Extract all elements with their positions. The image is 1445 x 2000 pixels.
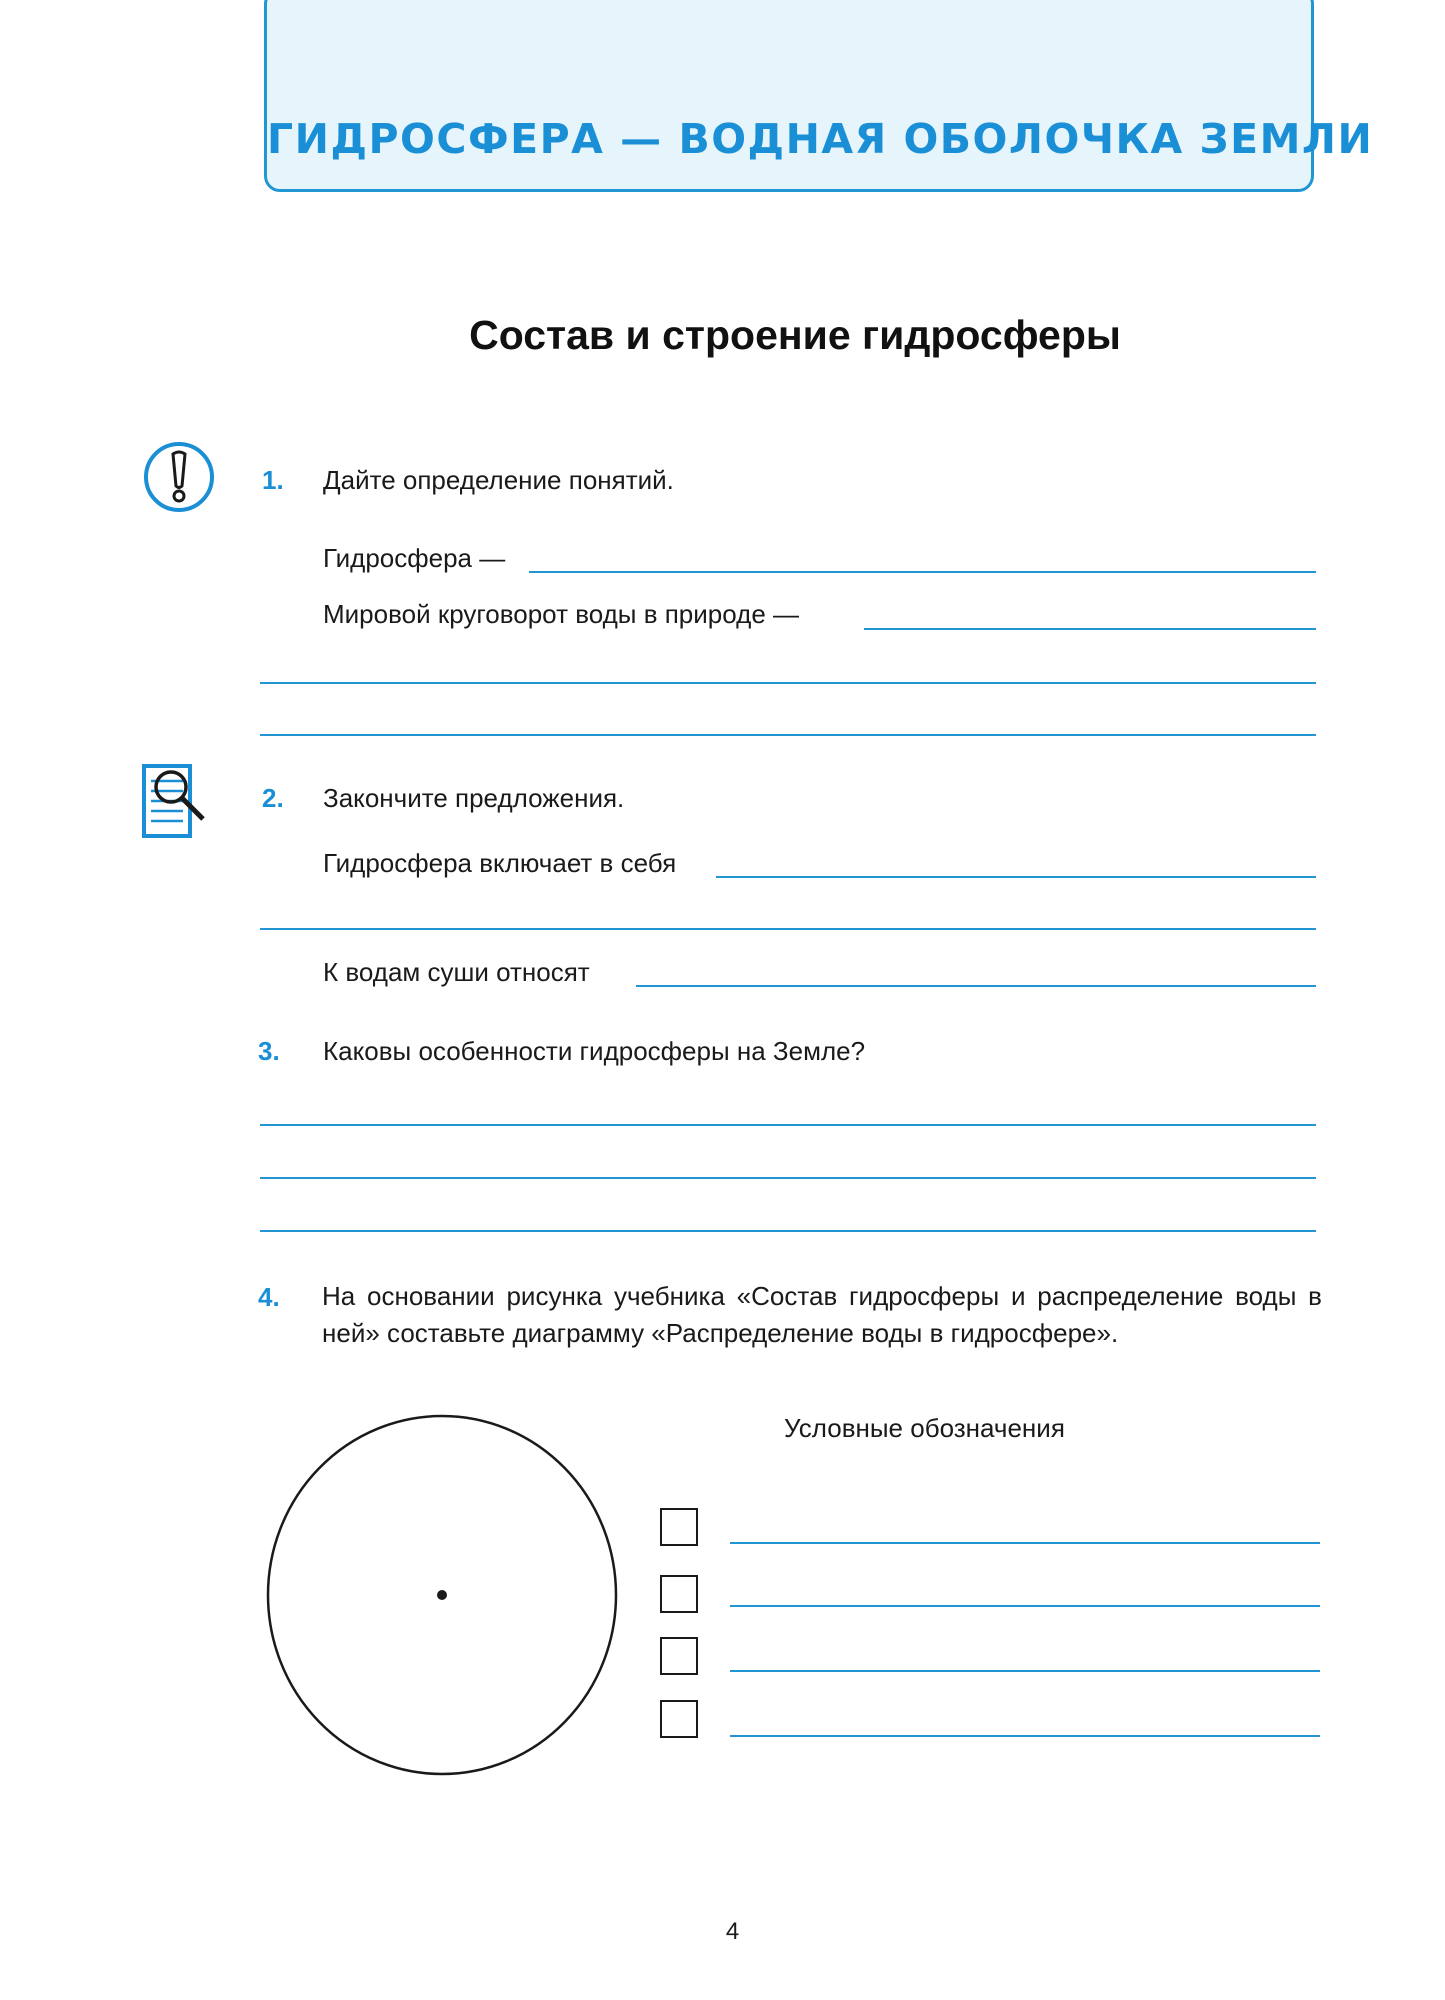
task4-prompt: На основании рисунка учебника «Состав гидросферы и распределение воды в ней» составьте диаграмму «Распределение воды в гидросфере». [322, 1281, 1322, 1348]
legend-title: Условные обозначения [784, 1413, 1065, 1443]
task3-number: 3. [258, 1036, 280, 1066]
legend-label-line-1[interactable] [730, 1542, 1320, 1544]
task3-prompt: Каковы особенности гидросферы на Земле? [323, 1036, 866, 1066]
legend-label-line-2[interactable] [730, 1605, 1320, 1607]
chapter-banner [264, 0, 1374, 192]
answer-line[interactable] [716, 876, 1316, 878]
pie-center-dot [437, 1590, 447, 1600]
chapter-title: ГИДРОСФЕРА — ВОДНАЯ ОБОЛОЧКА ЗЕМЛИ [267, 115, 1374, 163]
task1-term-hydrosphere: Гидросфера — [323, 543, 506, 573]
page-number: 4 [725, 1918, 740, 1945]
task2-sentence-hydrosphere: Гидросфера включает в себя [323, 848, 677, 878]
answer-line[interactable] [260, 1177, 1316, 1179]
answer-line[interactable] [260, 1230, 1316, 1232]
legend-label-line-3[interactable] [730, 1670, 1320, 1672]
answer-line[interactable] [260, 734, 1316, 736]
answer-line[interactable] [260, 928, 1316, 930]
task2-sentence-land-waters: К водам суши относят [323, 957, 590, 987]
legend-swatch-1[interactable] [660, 1508, 698, 1546]
task2-prompt: Закончите предложения. [323, 783, 625, 813]
exclamation-icon [142, 440, 216, 514]
answer-line[interactable] [260, 1124, 1316, 1126]
answer-line[interactable] [636, 985, 1316, 987]
legend-swatch-2[interactable] [660, 1575, 698, 1613]
legend-swatch-4[interactable] [660, 1700, 698, 1738]
section-title: Состав и строение гидросферы [469, 312, 1121, 358]
task4-number: 4. [258, 1282, 280, 1312]
task1-term-water-cycle: Мировой круговорот воды в природе — [323, 599, 799, 629]
task1-prompt: Дайте определение понятий. [323, 465, 674, 495]
answer-line[interactable] [864, 628, 1316, 630]
answer-line[interactable] [260, 682, 1316, 684]
legend-label-line-4[interactable] [730, 1735, 1320, 1737]
answer-line[interactable] [529, 571, 1316, 573]
document-magnifier-icon [141, 763, 207, 841]
pie-chart-blank[interactable] [264, 1412, 620, 1778]
task2-number: 2. [262, 783, 284, 813]
legend-swatch-3[interactable] [660, 1637, 698, 1675]
task1-number: 1. [262, 465, 284, 495]
